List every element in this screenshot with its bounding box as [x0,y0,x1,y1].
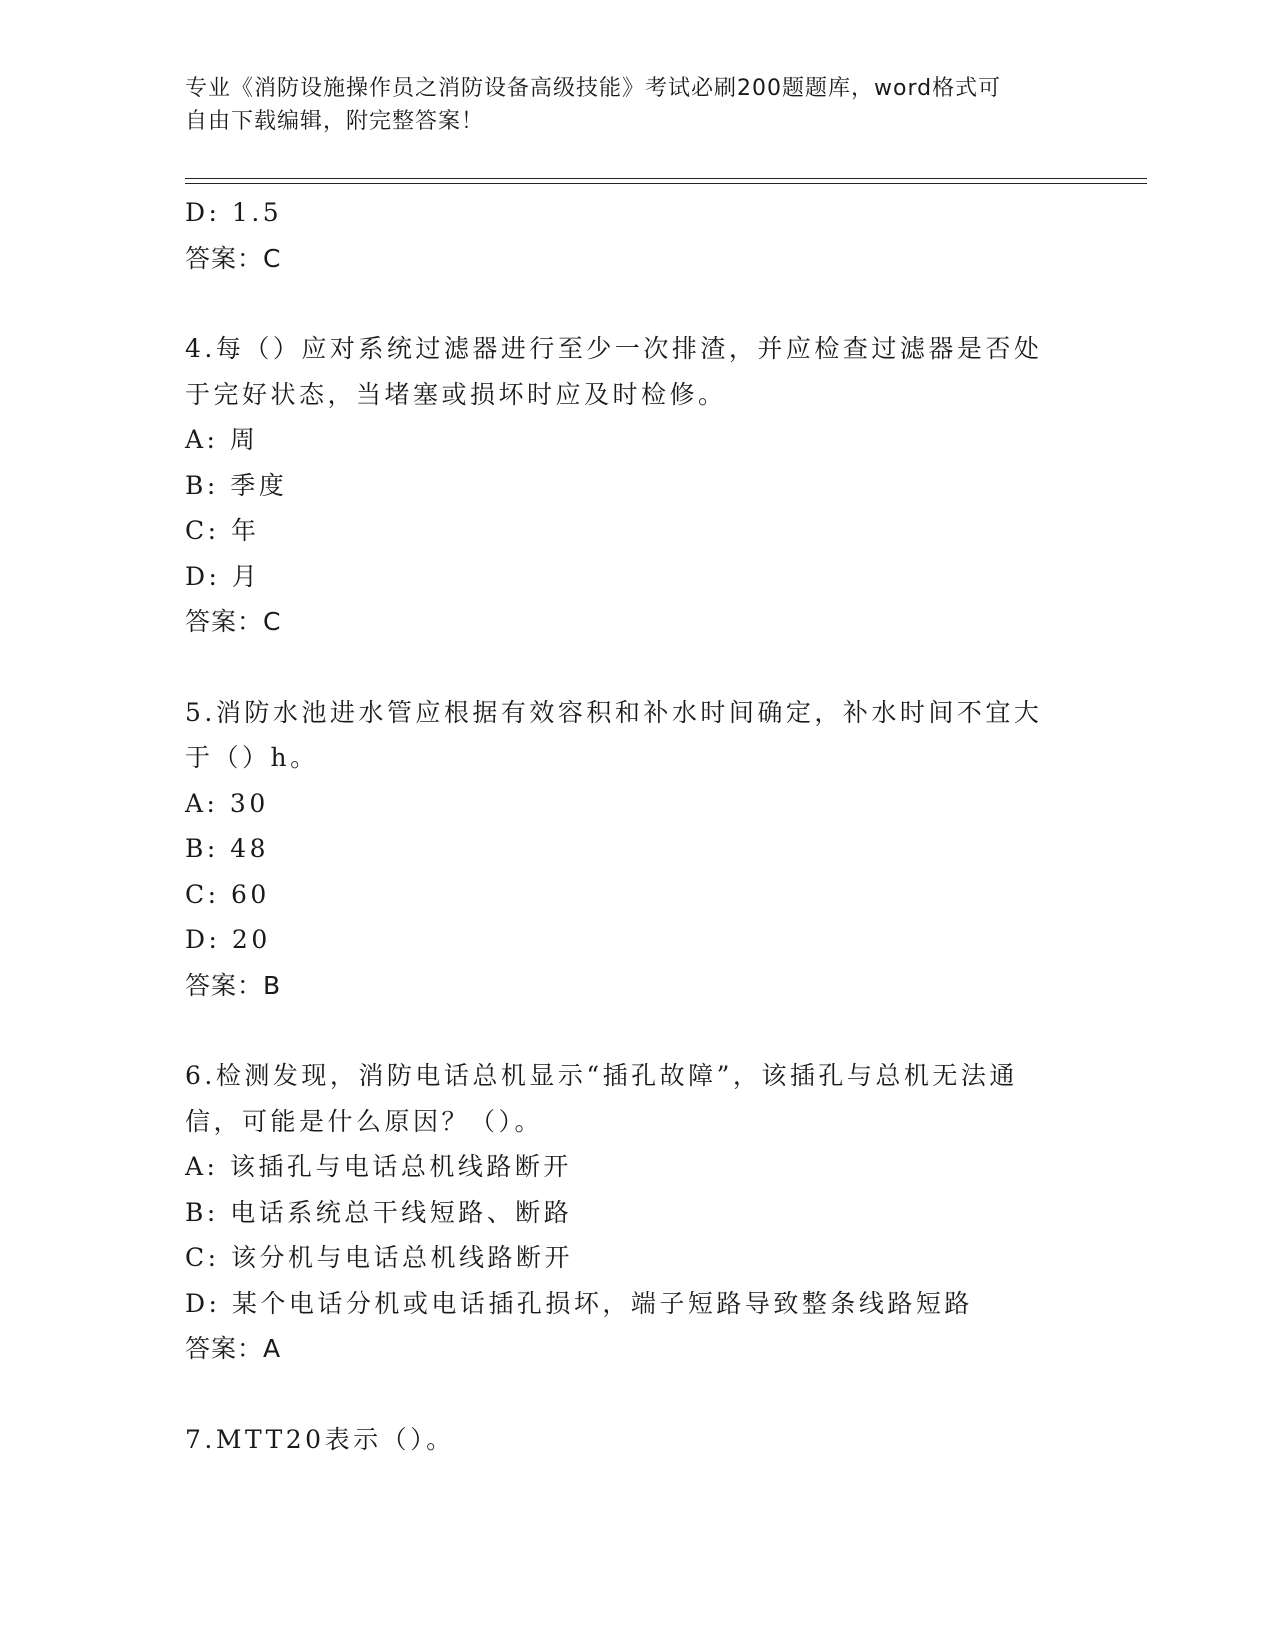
question-5-option-d: D: 20 [185,925,271,954]
question-6-option-a: A: 该插孔与电话总机线路断开 [185,1152,572,1181]
question-4-text-line-1: 4.每（）应对系统过滤器进行至少一次排渣，并应检查过滤器是否处 [185,334,1043,363]
question-6 [185,1053,1065,1372]
header-divider-bottom [185,183,1147,184]
question-5-text-line-2: 于（）h。 [185,743,319,772]
question-4-answer: 答案：C [185,607,282,636]
spacer [185,281,1065,326]
question-7 [185,1417,1065,1463]
question-5-option-b: B: 48 [185,834,270,863]
question-5-text-line-1: 5.消防水池进水管应根据有效容积和补水时间确定，补水时间不宜大 [185,697,1043,727]
question-5-option-c: C: 60 [185,879,270,909]
question-5 [185,690,1065,1009]
header-title-line-2: 自由下载编辑，附完整答案！ [185,109,485,134]
spacer [185,645,1065,690]
question-6-answer: 答案：A [185,1334,282,1363]
question-4-text-line-2: 于完好状态，当堵塞或损坏时应及时检修。 [185,379,727,409]
question-6-text-line-2: 信，可能是什么原因？（）。 [185,1106,544,1136]
question-7-text-line-1: 7.MTT20表示（）。 [185,1424,455,1454]
document-header [185,72,1055,138]
header-title-line-1: 专业《消防设施操作员之消防设备高级技能》考试必刷200题题库，word格式可 [185,76,1002,101]
question-6-option-c: C: 该分机与电话总机线路断开 [185,1243,573,1272]
header-divider-top [185,178,1147,179]
spacer [185,1372,1065,1417]
question-4-option-a: A: 周 [185,425,259,454]
spacer [185,1008,1065,1053]
question-6-option-d: D: 某个电话分机或电话插孔损坏，端子短路导致整条线路短路 [185,1288,973,1318]
carryover-option-d: D: 1.5 [185,198,283,227]
question-4 [185,326,1065,645]
question-4-option-c: C: 年 [185,516,260,545]
question-5-option-a: A: 30 [185,788,269,818]
question-5-answer: 答案：B [185,970,282,1000]
question-6-option-b: B: 电话系统总干线短路、断路 [185,1197,573,1227]
question-4-option-d: D: 月 [185,561,261,591]
question-list [185,190,1065,1462]
question-4-option-b: B: 季度 [185,470,288,500]
question-6-text-line-1: 6.检测发现，消防电话总机显示“插孔故障”，该插孔与总机无法通 [185,1061,1018,1090]
carryover-answer: 答案：C [185,243,282,273]
